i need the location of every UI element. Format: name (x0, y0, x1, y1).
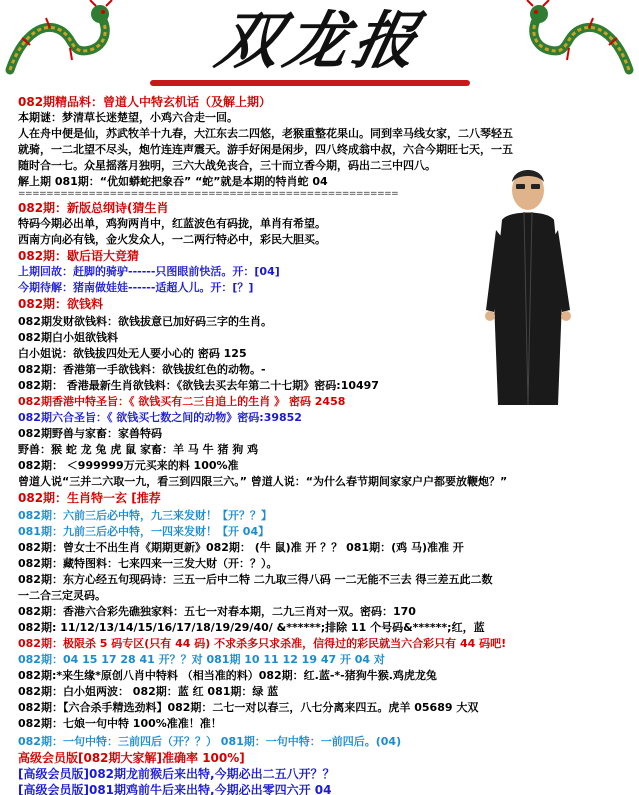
text-line: 082期：生肖特一玄 [推荐 (18, 491, 161, 505)
text-line: 082期：欲钱料 (18, 297, 104, 311)
text-line: 高级会员版[082期大家解]准确率 100%] (18, 751, 245, 765)
text-line: 081期：九前三后必中特，一四来发财！【开 04】 (18, 525, 270, 538)
text-line: 082期：白小姐两波： 082期：蓝 红 081期：绿 蓝 (18, 685, 279, 698)
text-line: 082期：04 15 17 28 41 开？？对 081期 10 11 12 19 47 开 04 对 (18, 653, 385, 666)
text-line: 082期：香港六合彩先礁独家料：五七一对春本期，二九三肖对一双。密码：170 (18, 605, 416, 618)
text-line: 解上期 081期：“优如蟒蛇把象吞” “蛇”就是本期的特肖蛇 04 (18, 175, 328, 188)
text-line: 082期:*来生缘*原创八肖中特料 （相当准的料）082期：红.蓝-*-猪狗牛猴.鸡虎龙兔 (18, 669, 437, 682)
text-line: [高级会员版]082期龙前猴后来出特,今期必出二五八开？？ (18, 767, 335, 781)
text-line: 上期回故：赶脚的骑驴------只图眼前快活。开：[04] (18, 265, 280, 278)
text-line: 082期：极限杀 5 码专区(只有 44 码) 不求杀多只求杀准，信得过的彩民就当六合彩只有 44 码吧! (18, 637, 507, 650)
text-line: 082期野兽与家畜：家兽特码 (18, 427, 162, 440)
text-line: 曾道人说“三并二六取一九，看三到四限三六。” 曾道人说：“为什么春节期间家家户户都要放鞭炮？” (18, 475, 508, 488)
text-line: 082期香港中特圣旨：《 欲钱买有二三自追上的生肖 》 密码 2458 (18, 395, 346, 408)
text-line: 082期: 11/12/13/14/15/16/17/18/19/29/40/ &******;排除 11 个号码&******;红，蓝 (18, 621, 485, 634)
text-line: 082期： ＜999999万元买来的料 100%准 (18, 459, 239, 472)
text-line: 082期六合圣旨：《 欲钱买七数之间的动物》密码:39852 (18, 411, 302, 424)
text-line: 一二合三定灵码。 (18, 589, 106, 602)
dragon-left-icon (0, 0, 120, 88)
text-line: 082期：六前三后必中特，九三来发财！【开？？】 (18, 509, 272, 522)
text-line: 082期：歇后语大竞猜 (18, 249, 140, 263)
text-line: 082期： 香港最新生肖欲钱料：《欲钱去买去年第二十七期》密码:10497 (18, 379, 379, 392)
text-line: 082期：藏特图料：七来四来一三发大财（开：？）。 (18, 557, 278, 570)
text-line: 野兽：猴 蛇 龙 兔 虎 鼠 家畜：羊 马 牛 猪 狗 鸡 (18, 443, 259, 456)
separator-line: ====================================================== (18, 189, 399, 199)
text-line: 082期：一句中特：三前四后（开？？） 081期：一句中特：一前四后。(04) (18, 735, 402, 748)
title-underline (150, 80, 470, 86)
text-line: 西南方向必有钱，金火发众人，一二两行特必中，彩民大胆买。 (18, 233, 326, 246)
text-line: [高级会员版]081期鸡前牛后来出特,今期必出零四六开 04 (18, 783, 332, 795)
text-line: 白小姐说：欲钱拔四处无人要小心的 密码 125 (18, 347, 247, 360)
text-line: 082期：香港第一手欲钱料：欲钱拔红色的动物。- (18, 363, 266, 376)
text-line: 082期：【六合杀手精选劲料】082期：二七一对以春三，八七分离来四五。虎羊 05689 大双 (18, 701, 479, 714)
text-line: 082期：曾女士不出生肖《期期更新》082期： (牛 鼠)准 开 ？？ 081期：(鸡 马)准准 开 (18, 541, 464, 554)
text-line: 特码今期必出单，鸡狗两肖中，红蓝波色有码拢，单肖有希望。 (18, 217, 326, 230)
text-line: 人在舟中便是仙，苏武牧羊十九春，大江东去二四悠，老猴重整花果山。同到幸马线女家，二八琴轻五 (18, 127, 513, 140)
dragon-right-icon (519, 0, 639, 88)
text-line: 就骑，一二北望不尽头，炮竹连连声震天。游手好闲是闲步，四八终成翁中叔，六合今期旺七天，一五 (18, 143, 513, 156)
text-line: 今期待解：猪南做娃娃------适超人儿。开：[？] (18, 281, 254, 294)
masthead-title: 双龙报 (210, 4, 430, 77)
text-line: 082期：东方心经五句现码诗：三五一后中二特 二九取三得八码 一二无能不三去 得三差五此二数 (18, 573, 493, 586)
man-portrait-icon (478, 160, 576, 410)
text-line: 082期：新版总纲诗(猜生肖 (18, 201, 169, 215)
text-line: 随时合一七。众星摇落月独明，三六大战免丧合，三十而立香今期，码出二三中四八。 (18, 159, 436, 172)
text-line: 082期：七娘一句中特 100%准准！准！ (18, 717, 222, 730)
text-line: 082期白小姐欲钱料 (18, 331, 118, 344)
text-line: 本期谜：梦清草长迷楚望，小鸡六合走一回。 (18, 111, 238, 124)
masthead (0, 0, 639, 92)
text-line: 082期精品料：曾道人中特玄机话（及解上期） (18, 95, 272, 109)
text-line: 082期发财欲钱料：欲钱拔意已加好码三字的生肖。 (18, 315, 272, 328)
